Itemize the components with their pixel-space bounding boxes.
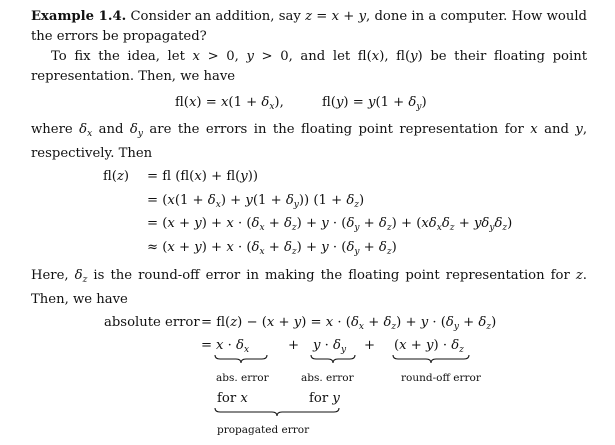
label-abs-error-2: abs. error xyxy=(301,372,354,384)
roundoff-paragraph: Here, $\delta_z$ is the round-off error in making the floating point representation for z. Then, we have xyxy=(31,268,587,307)
underbrace-roundoff xyxy=(392,354,470,364)
term-y-delta-y: $y \cdot \delta_y$ xyxy=(313,338,347,355)
term-x-delta-x: $x \cdot \delta_x$ xyxy=(216,338,250,355)
example-text: Consider an addition, say z = x + y, done in a computer. How would the errors be propagated? xyxy=(31,9,587,44)
equals-sign: = xyxy=(201,338,213,353)
label-for-y: for y xyxy=(309,391,340,406)
fl-z-line-3: = $(x + y) + x \cdot (\delta_x + \delta_z) + y \cdot (\delta_y + \delta_z) + (x\delta_x\delta_z + y\delta_y\delta_z)$ xyxy=(147,216,513,233)
fl-z-line-1: = fl (fl(x) + fl(y)) xyxy=(147,169,259,184)
errors-paragraph: where $\delta_x$ and $\delta_y$ are the errors in the floating point representation for x and y, respectively. Then xyxy=(31,122,588,161)
example-paragraph xyxy=(31,7,587,47)
fl-z-line-2: = $(x(1 + \delta_x) + y(1 + \delta_y))$ $(1 + \delta_z)$ xyxy=(147,193,365,210)
absolute-error-line-1: = $fl(z) - (x + y) = x \cdot (\delta_x + \delta_z) + y \cdot (\delta_y + \delta_z)$ xyxy=(201,315,497,332)
underbrace-abs-y xyxy=(310,354,356,364)
label-abs-error-1: abs. error xyxy=(216,372,269,384)
setup-paragraph: To fix the idea, let x > 0, y > 0, and let fl(x), fl(y) be their floating point representation. Then, we have xyxy=(31,49,587,84)
plus-sign-2: + xyxy=(364,338,376,353)
underbrace-abs-x xyxy=(214,354,268,364)
absolute-error-lhs: absolute error xyxy=(104,315,200,330)
example-heading: Example 1.4. xyxy=(31,9,127,24)
fl-z-lhs: fl(z) xyxy=(103,169,130,184)
term-roundoff: $(x + y) \cdot \delta_z$ xyxy=(394,338,464,355)
equation-fl-y: $fl(y) = y(1 + \delta_y)$ xyxy=(322,95,427,112)
underbrace-propagated xyxy=(214,407,340,417)
label-for-x: for x xyxy=(217,391,248,406)
plus-sign-1: + xyxy=(288,338,300,353)
label-propagated-error: propagated error xyxy=(217,424,310,436)
fl-z-line-4: ≈ $(x + y) + x \cdot (\delta_x + \delta_z) + y \cdot (\delta_y + \delta_z)$ xyxy=(147,240,397,257)
label-roundoff-error: round-off error xyxy=(401,372,481,384)
equation-fl-x: $fl(x) = x(1 + \delta_x)$, xyxy=(175,95,284,112)
